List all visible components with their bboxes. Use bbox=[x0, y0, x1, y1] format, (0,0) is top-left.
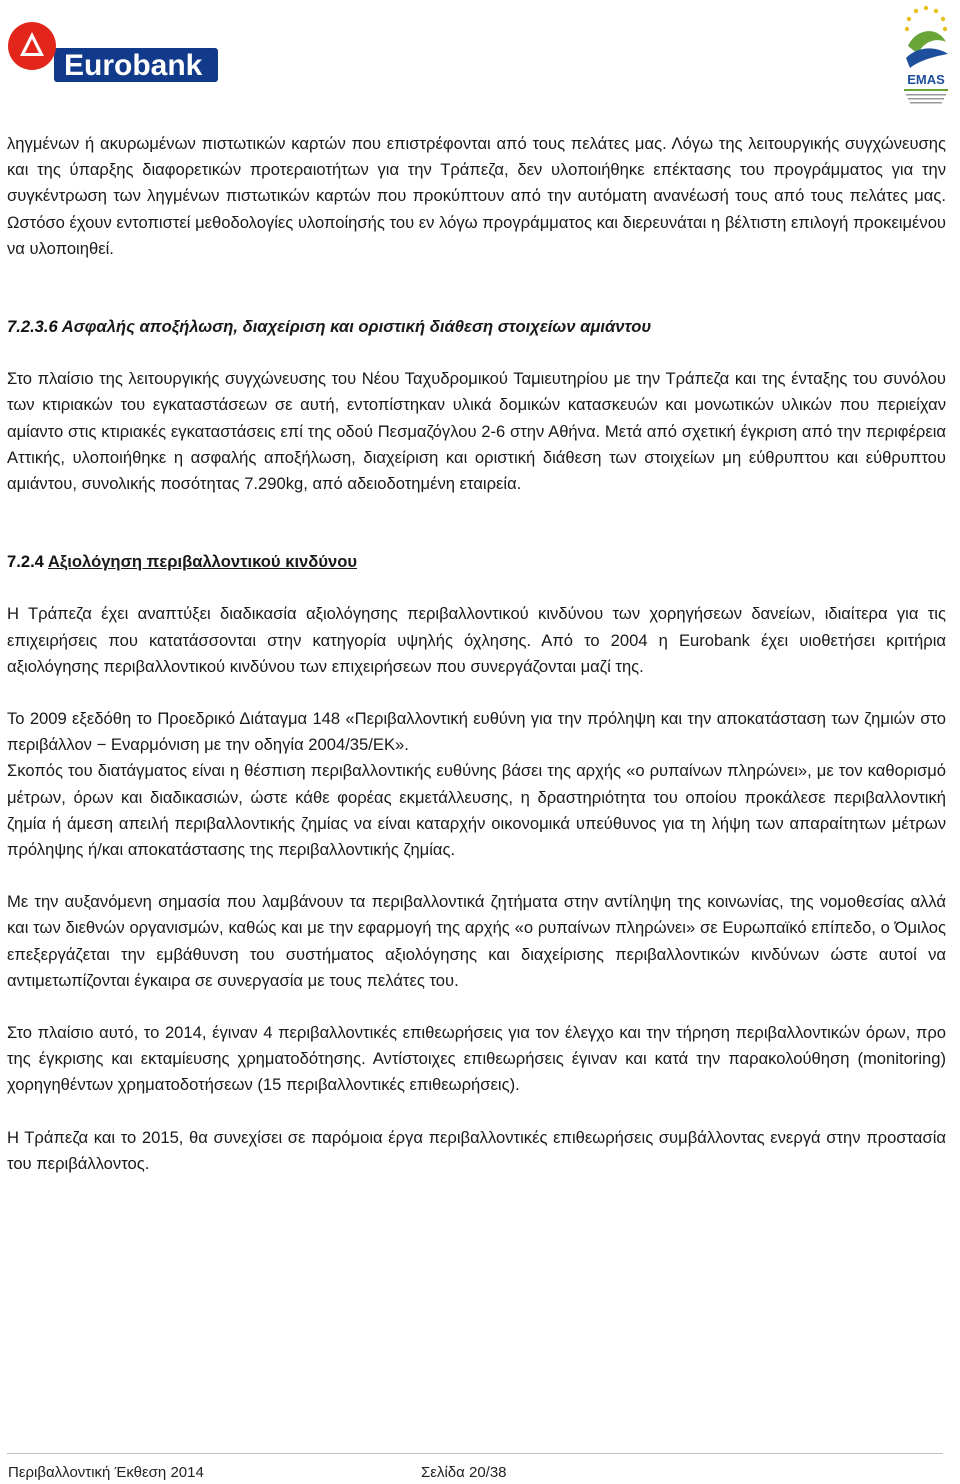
paragraph-decree-purpose: Σκοπός του διατάγματος είναι η θέσπιση περιβαλλοντικής ευθύνης βάσει της αρχής «ο ρυπαίνων πληρώνει», με τον καθορισμό μέτρων, όρων και διαδικασιών, ώστε κάθε φορέας εκμετάλλευσης, η δραστηριότητα του οποίου προκάλεσε περιβαλλοντική ζημία ή άμεση απειλή περιβαλλοντικής ζημίας να είναι καταρχήν οικονομικά υπεύθυνος για τη λήψη των απαραίτητων μέτρων πρόληψης ή/και αποκατάστασης της περιβαλλοντικής ζημίας. bbox=[7, 761, 946, 860]
emas-logo-text: EMAS bbox=[907, 72, 945, 87]
paragraph-presidential-decree: Το 2009 εξεδόθη το Προεδρικό Διάταγμα 148 «Περιβαλλοντική ευθύνη για την πρόληψη και την αποκατάσταση των ζημιών στο περιβάλλον − Εναρμόνιση με την οδηγία 2004/35/ΕΚ». bbox=[7, 709, 946, 755]
paragraph-2015-plans: Η Τράπεζα και το 2015, θα συνεχίσει σε παρόμοια έργα περιβαλλοντικές επιθεωρήσεις συμβάλλοντας ενεργά στην προστασία του περιβάλλοντος. bbox=[7, 1127, 946, 1173]
section-number: 7.2.3.6 bbox=[7, 317, 58, 337]
emas-logo bbox=[896, 2, 956, 110]
paragraph-risk-procedure: Η Τράπεζα έχει αναπτύξει διαδικασία αξιολόγησης περιβαλλοντικού κινδύνου των χορηγήσεων δανείων, ιδιαίτερα για τις επιχειρήσεις που κατατάσσονται στην κατηγορία υψηλής όχλησης. Από το 2004 η Eurobank έχει υιοθετήσει κριτήρια αξιολόγησης περιβαλλοντικού κινδύνου των επιχειρήσεων που συνεργάζονται μαζί της. bbox=[7, 604, 946, 676]
eurobank-logo-text: Eurobank bbox=[64, 49, 203, 82]
eurobank-logo bbox=[6, 20, 220, 88]
section-heading-asbestos bbox=[7, 314, 946, 340]
page-footer bbox=[7, 1453, 943, 1481]
footer-report-title: Περιβαλλοντική Έκθεση 2014 bbox=[8, 1464, 204, 1481]
document-body bbox=[7, 131, 946, 1177]
paragraph-inspections-2014: Στο πλαίσιο αυτό, το 2014, έγιναν 4 περιβαλλοντικές επιθεωρήσεις για τον έλεγχο και την τήρηση περιβαλλοντικών όρων, προ της έγκρισης και εκταμίευσης χρηματοδότησης. Αντίστοιχες επιθεωρήσεις έγιναν και κατά την παρακολούθηση (monitoring) χορηγηθέντων χρηματοδοτήσεων (15 περιβαλλοντικές επιθεωρήσεις). bbox=[7, 1023, 946, 1095]
footer-page-number: Σελίδα 20/38 bbox=[421, 1464, 507, 1481]
section-title: Ασφαλής αποξήλωση, διαχείριση και οριστική διάθεση στοιχείων αμιάντου bbox=[61, 317, 652, 337]
paragraph-credit-cards: ληγμένων ή ακυρωμένων πιστωτικών καρτών που επιστρέφονται από τους πελάτες μας. Λόγω της λειτουργικής συγχώνευσης και της ύπαρξης διαφορετικών προτεραιοτήτων για την Τράπεζα, δεν υλοποιήθηκε επέκτασης του προγράμματος για την συγκέντρωση των ληγμένων πιστωτικών καρτών που προκύπτουν από την αυτόματη ανανέωσή τους από τους πελάτες μας. Ωστόσο έχουν εντοπιστεί μεθοδολογίες υλοποίησής του εν λόγω προγράμματος και διερευνάται η βέλτιστη επιλογή προκειμένου να υλοποιηθεί. bbox=[7, 134, 946, 258]
section-title: Αξιολόγηση περιβαλλοντικού κινδύνου bbox=[47, 552, 358, 572]
section-heading-risk-assessment bbox=[7, 549, 946, 575]
section-number: 7.2.4 bbox=[7, 552, 44, 572]
paragraph-polluter-pays: Με την αυξανόμενη σημασία που λαμβάνουν τα περιβαλλοντικά ζητήματα στην αντίληψη της κοινωνίας, της νομοθεσίας αλλά και των διεθνών οργανισμών, καθώς και με την εφαρμογή της αρχής «ο ρυπαίνων πληρώνει» σε Ευρωπαϊκό επίπεδο, ο Όμιλος επεξεργάζεται την εμβάθυνση του συστήματος αξιολόγησης και διαχείρισης περιβαλλοντικών κινδύνων ώστε αυτοί να αντιμετωπίζονται έγκαιρα σε συνεργασία με τους πελάτες του. bbox=[7, 892, 946, 990]
page-header bbox=[0, 0, 960, 120]
paragraph-asbestos: Στο πλαίσιο της λειτουργικής συγχώνευσης του Νέου Ταχυδρομικού Ταμιευτηρίου με την Τράπεζα και της ένταξης του συνόλου των κτιριακών του εγκαταστάσεων σε αυτή, εντοπίστηκαν υλικά δομικών κατασκευών και μονωτικών υλικών που περιείχαν αμίαντο στις κτιριακές εγκαταστάσεις επί της οδού Πεσμαζόγλου 2-6 στην Αθήνα. Μετά από σχετική έγκριση από την περιφέρεια Αττικής, υλοποιήθηκε η ασφαλής αποξήλωση, διαχείριση και οριστική διάθεση των στοιχείων μη εύθρυπτου και εύθρυπτου αμιάντου, συνολικής ποσότητας 7.290kg, από αδειοδοτημένη εταιρεία. bbox=[7, 369, 946, 494]
